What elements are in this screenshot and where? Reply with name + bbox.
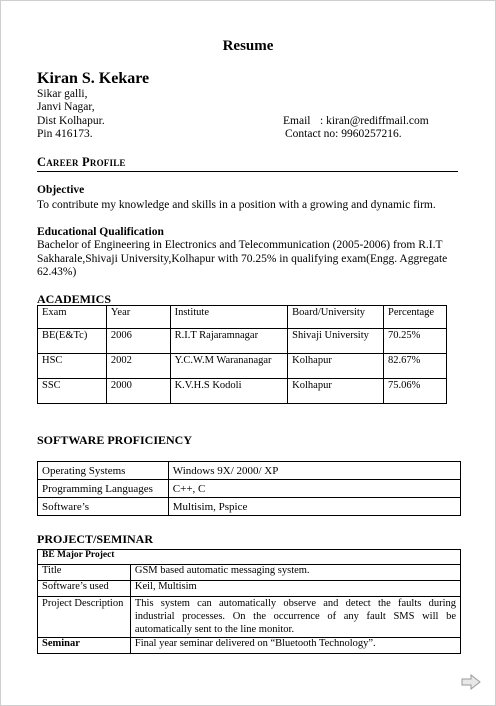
table-cell: 2000 (106, 379, 170, 404)
table-cell: 70.25% (384, 329, 447, 354)
table-row (38, 480, 461, 498)
academics-heading: ACADEMICS (37, 292, 112, 306)
table-cell: Software’s (38, 498, 169, 516)
table-cell: Kolhapur (288, 379, 384, 404)
software-heading: SOFTWARE PROFICIENCY (37, 433, 193, 447)
table-cell: R.I.T Rajaramnagar (170, 329, 288, 354)
objective-heading: Objective (37, 184, 85, 196)
arrow-right-icon[interactable] (460, 673, 482, 691)
table-cell: Programming Languages (38, 480, 169, 498)
address-line: Dist Kolhapur. (37, 115, 105, 127)
table-cell: K.V.H.S Kodoli (170, 379, 288, 404)
email-value: : kiran@rediffmail.com (320, 115, 429, 127)
table-cell: Keil, Multisim (130, 581, 460, 597)
table-row (38, 462, 461, 480)
page-title: Resume (222, 38, 274, 54)
table-cell: C++, C (168, 480, 460, 498)
career-divider (37, 171, 458, 172)
table-header-cell: Board/University (288, 306, 384, 329)
contact-number: Contact no: 9960257216. (285, 128, 402, 140)
project-table-header: BE Major Project (38, 550, 461, 565)
project-heading: PROJECT/SEMINAR (37, 532, 154, 546)
table-cell: Final year seminar delivered on “Bluetooth Technology”. (130, 638, 460, 654)
table-row (38, 550, 461, 565)
table-cell: Project Description (38, 597, 131, 638)
table-cell: HSC (38, 354, 107, 379)
table-row (38, 565, 461, 581)
table-row (38, 638, 461, 654)
address-line: Sikar galli, (37, 88, 88, 100)
table-row (38, 379, 447, 404)
table-cell: Shivaji University (288, 329, 384, 354)
table-cell: Kolhapur (288, 354, 384, 379)
address-line: Janvi Nagar, (37, 101, 95, 113)
table-header-cell: Percentage (384, 306, 447, 329)
table-cell: Operating Systems (38, 462, 169, 480)
address-line: Pin 416173. (37, 128, 93, 140)
table-cell: This system can automatically observe and detect the faults during industrial processes. On the occurrence of any fault SMS will be automatically sent to the line monitor. (130, 597, 460, 638)
table-row (38, 581, 461, 597)
table-cell: GSM based automatic messaging system. (130, 565, 460, 581)
education-text: Bachelor of Engineering in Electronics and Telecommunication (2005-2006) from R.I.T Sakharale,Shivaji University,Kolhapur with 70.25% in qualifying exam(Engg. Aggregate 62.43%) (37, 239, 448, 278)
table-row (38, 498, 461, 516)
email-label: Email (283, 115, 311, 127)
table-cell: 2006 (106, 329, 170, 354)
table-header-cell: Year (106, 306, 170, 329)
table-header-cell: Institute (170, 306, 288, 329)
academics-table (37, 305, 447, 404)
table-cell: 75.06% (384, 379, 447, 404)
table-row (38, 597, 461, 638)
table-cell: Multisim, Pspice (168, 498, 460, 516)
table-cell: Software’s used (38, 581, 131, 597)
table-header-cell: Exam (38, 306, 107, 329)
table-cell: Title (38, 565, 131, 581)
table-cell: 2002 (106, 354, 170, 379)
education-heading: Educational Qualification (37, 226, 164, 238)
table-header-row (38, 306, 447, 329)
table-cell: BE(E&Tc) (38, 329, 107, 354)
table-row (38, 354, 447, 379)
objective-text: To contribute my knowledge and skills in a position with a growing and dynamic firm. (37, 199, 436, 211)
career-profile-heading: Career Profile (37, 155, 126, 169)
table-cell: 82.67% (384, 354, 447, 379)
table-cell: Windows 9X/ 2000/ XP (168, 462, 460, 480)
table-cell: SSC (38, 379, 107, 404)
table-cell: Seminar (38, 638, 131, 654)
candidate-name: Kiran S. Kekare (37, 70, 150, 87)
project-table (37, 549, 461, 654)
table-cell: Y.C.W.M Warananagar (170, 354, 288, 379)
software-table (37, 461, 461, 516)
table-row (38, 329, 447, 354)
